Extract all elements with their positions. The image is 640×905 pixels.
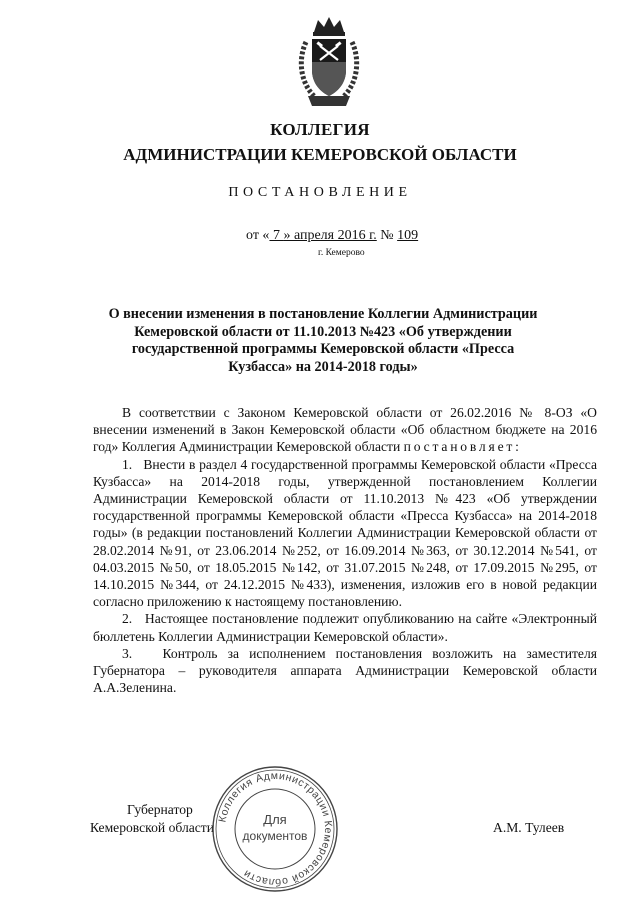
- item-2: 2. Настоящее постановление подлежит опубликованию на сайте «Электронный бюллетень Коллегии Администрации Кемеровской области».: [93, 611, 597, 644]
- coat-of-arms-emblem: [294, 14, 364, 110]
- stamp-center-line2: документов: [242, 829, 308, 843]
- document-number: 109: [397, 228, 419, 243]
- signatory-position-line1: Губернатор: [127, 802, 193, 817]
- city-line: г. Кемерово: [318, 248, 365, 258]
- item-3: 3. Контроль за исполнением постановления возложить на заместителя Губернатора – руководителя аппарата Администрации Кемеровской области А.А.Зеленина.: [93, 645, 597, 696]
- stamp-ring-text: Коллегия Администрации Кемеровской области: [216, 769, 335, 889]
- document-type: ПОСТАНОВЛЕНИЕ: [228, 185, 412, 200]
- org-name-line1: КОЛЛЕГИЯ: [270, 120, 370, 139]
- intro-paragraph: [93, 404, 597, 456]
- date-prefix: от «: [246, 228, 270, 243]
- document-body: [93, 404, 597, 696]
- document-title: О внесении изменения в постановление Коллегии Администрации Кемеровской области от 11.10.2013 №423 «Об утверждении государственной программы Кемеровской области «Пресса Кузбасса» на 2014-2018 годы»: [108, 306, 538, 375]
- official-stamp: [210, 764, 340, 894]
- signatory-name: А.М. Тулеев: [493, 820, 565, 835]
- item-1: 1. Внести в раздел 4 государственной программы Кемеровской области «Пресса Кузбасса» на 2014-2018 годы, утвержденной постановлением Коллегии Администрации Кемеровской области от 11.10.2013 №423 «Об утверждении государственной программы Кемеровской области «Пресса Кузбасса» на 2014-2018 годы» (в редакции постановлений Коллегии Администрации Кемеровской области от 28.02.2014 №91, от 23.06.2014 №252, от 16.09.2014 №363, от 30.12.2014 №541, от 04.03.2015 №50, от 18.05.2015 №142, от 31.07.2015 №248, от 17.09.2015 №295, от 14.10.2015 №344, от 24.12.2015 №433), изменения, изложив его в новой редакции согласно приложению к настоящему постановлению.: [93, 456, 597, 610]
- date-number-line: [246, 228, 418, 244]
- resolve-word: постановляет:: [403, 439, 522, 455]
- org-name-line2: АДМИНИСТРАЦИИ КЕМЕРОВСКОЙ ОБЛАСТИ: [123, 145, 517, 164]
- stamp-center-line1: Для: [263, 812, 287, 827]
- date-month-year: » апреля 2016 г.: [283, 228, 377, 243]
- date-day: 7: [269, 228, 284, 243]
- intro-text: В соответствии с Законом Кемеровской области от 26.02.2016 № 8-ОЗ «О внесении изменений в Закон Кемеровской области «Об областном бюджете на 2016 год» Коллегия Администрации Кемеровской области: [93, 405, 597, 455]
- number-label: №: [376, 228, 398, 243]
- signatory-position-line2: Кемеровской области: [90, 820, 215, 835]
